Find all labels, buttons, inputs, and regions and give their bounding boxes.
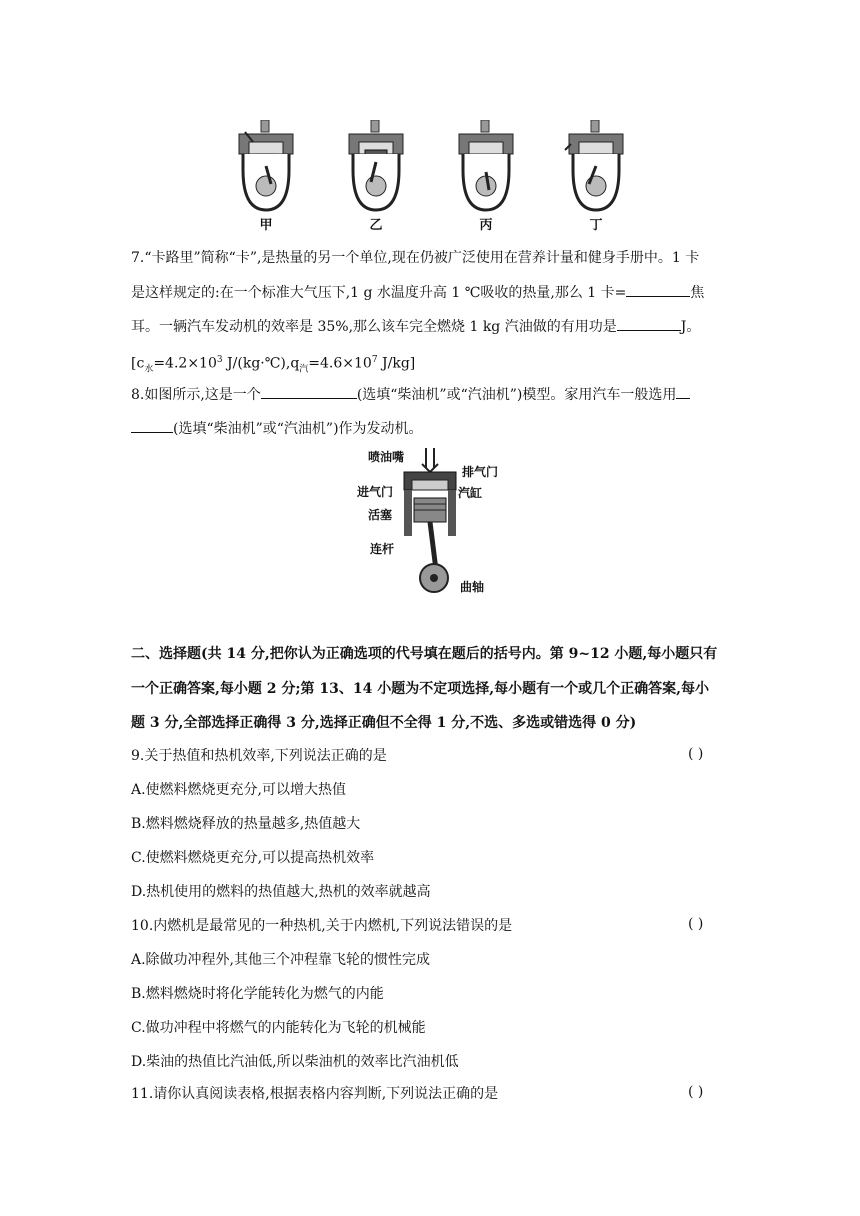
engine-diagram-jia [233, 120, 299, 212]
q7-formula-sub: 水 [144, 364, 154, 375]
q11-stem: 11.请你认真阅读表格,根据表格内容判断,下列说法正确的是 [131, 1086, 499, 1102]
q7-formula-part: =4.2×10 [153, 355, 217, 372]
q7-line-4 [131, 350, 415, 379]
label-crankshaft: 曲轴 [460, 580, 485, 594]
q8-blank-1[interactable] [261, 384, 357, 399]
q7-formula-part: [c [131, 355, 145, 372]
q10-option-d: D.柴油的热值比汽油低,所以柴油机的效率比汽油机低 [131, 1054, 459, 1070]
q10-answer-paren[interactable]: ( ) [688, 916, 704, 932]
q8-text: (选填“柴油机”或“汽油机”)模型。家用汽车一般选用 [356, 387, 677, 403]
q8-line-2 [131, 418, 423, 439]
q8-text: 8.如图所示,这是一个 [131, 387, 261, 403]
q9-stem: 9.关于热值和热机效率,下列说法正确的是 [131, 748, 387, 764]
q7-formula-sup: 3 [216, 355, 223, 365]
q11-answer-paren[interactable]: ( ) [688, 1084, 704, 1100]
engine-diagram-ding [563, 120, 629, 212]
engine-label-jia: 甲 [259, 218, 273, 233]
engine-label-ding: 丁 [589, 218, 603, 233]
section-2-heading-line-1: 二、选择题(共 14 分,把你认为正确选项的代号填在题后的括号内。第 9~12 小题,每小题只有 [131, 646, 718, 662]
q8-line-1 [131, 384, 690, 405]
q7-line-2 [131, 282, 704, 303]
q7-formula-part: J/kg] [377, 355, 416, 372]
engine-label-bing: 丙 [479, 218, 493, 233]
q7-formula-part: J/(kg·℃),q [222, 355, 300, 372]
engine-diagram-yi [343, 120, 409, 212]
q8-blank-2-start[interactable] [676, 384, 690, 399]
label-intake-valve: 进气门 [357, 485, 394, 499]
section-2-heading-line-3: 题 3 分,全部选择正确得 3 分,选择正确但不全得 1 分,不选、多选或错选得 0 分) [131, 715, 637, 731]
q7-formula-sup: 7 [371, 355, 378, 365]
q7-line-3-end: J。 [680, 319, 701, 335]
q7-blank-1[interactable] [626, 282, 690, 297]
q9-option-d: D.热机使用的燃料的热值越大,热机的效率就越高 [131, 884, 431, 900]
q7-line-3 [131, 316, 700, 337]
q8-text: (选填“柴油机”或“汽油机”)作为发动机。 [173, 421, 423, 437]
q10-stem: 10.内燃机是最常见的一种热机,关于内燃机,下列说法错误的是 [131, 918, 513, 934]
q9-option-b: B.燃料燃烧释放的热量越多,热值越大 [131, 816, 361, 832]
q7-blank-2[interactable] [617, 316, 681, 331]
q7-formula-sub: 汽 [299, 364, 309, 375]
q9-option-a: A.使燃料燃烧更充分,可以增大热值 [131, 782, 347, 798]
label-exhaust-valve: 排气门 [462, 465, 499, 479]
label-connecting-rod: 连杆 [370, 542, 395, 556]
q10-option-c: C.做功冲程中将燃气的内能转化为飞轮的机械能 [131, 1020, 426, 1036]
q9-option-c: C.使燃料燃烧更充分,可以提高热机效率 [131, 850, 375, 866]
q10-option-a: A.除做功冲程外,其他三个冲程靠飞轮的惯性完成 [131, 952, 431, 968]
q10-option-b: B.燃料燃烧时将化学能转化为燃气的内能 [131, 986, 384, 1002]
q7-line-2-end: 焦 [690, 285, 705, 301]
q7-line-3-text: 耳。一辆汽车发动机的效率是 35%,那么该车完全燃烧 1 kg 汽油做的有用功是 [131, 319, 617, 335]
q8-blank-2-end[interactable] [131, 418, 173, 433]
q7-line-2-text: 是这样规定的:在一个标准大气压下,1 g 水温度升高 1 ℃吸收的热量,那么 1 卡= [131, 285, 627, 301]
q7-formula-part: =4.6×10 [308, 355, 372, 372]
section-2-heading-line-2: 一个正确答案,每小题 2 分;第 13、14 小题为不定项选择,每小题有一个或几个正确答案,每小 [131, 681, 709, 697]
q7-line-1: 7.“卡路里”简称“卡”,是热量的另一个单位,现在仍被广泛使用在营养计量和健身手册中。1 卡 [131, 250, 700, 266]
q9-answer-paren[interactable]: ( ) [688, 746, 704, 762]
engine-label-yi: 乙 [369, 218, 383, 233]
engine-diagram-bing [453, 120, 519, 212]
label-cylinder: 汽缸 [458, 486, 483, 500]
label-fuel-nozzle: 喷油嘴 [368, 450, 405, 464]
label-piston: 活塞 [368, 508, 393, 522]
